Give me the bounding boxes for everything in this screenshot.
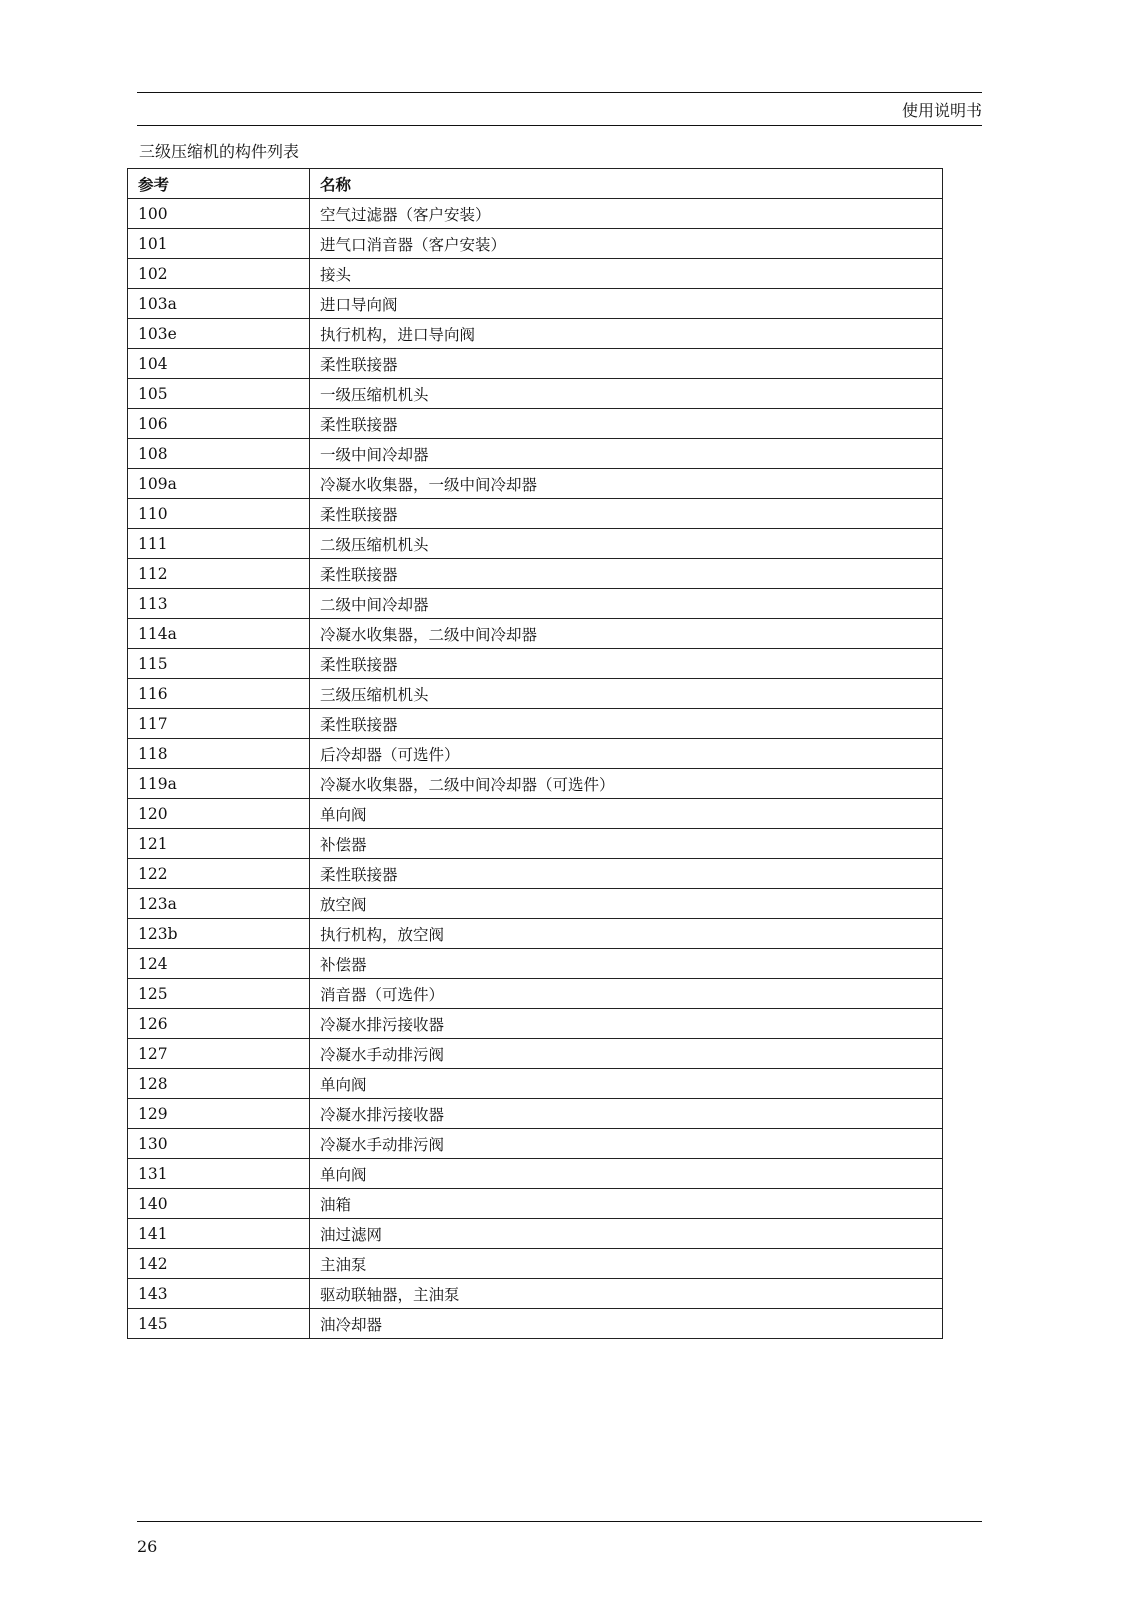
cell-reference: 123a [128, 889, 310, 919]
table-row [128, 1309, 943, 1339]
table-caption: 三级压缩机的构件列表 [139, 142, 300, 161]
table-row [128, 289, 943, 319]
column-header-reference: 参考 [128, 169, 310, 199]
table-row [128, 679, 943, 709]
cell-reference: 114a [128, 619, 310, 649]
table-row [128, 439, 943, 469]
cell-reference: 113 [128, 589, 310, 619]
cell-name: 接头 [310, 259, 943, 289]
cell-reference: 142 [128, 1249, 310, 1279]
table-row [128, 1009, 943, 1039]
cell-name: 补偿器 [310, 829, 943, 859]
table-row [128, 799, 943, 829]
cell-reference: 100 [128, 199, 310, 229]
page-number: 26 [137, 1537, 158, 1556]
cell-reference: 131 [128, 1159, 310, 1189]
cell-reference: 143 [128, 1279, 310, 1309]
cell-name: 放空阀 [310, 889, 943, 919]
cell-name: 柔性联接器 [310, 649, 943, 679]
cell-reference: 103e [128, 319, 310, 349]
cell-name: 柔性联接器 [310, 499, 943, 529]
cell-reference: 109a [128, 469, 310, 499]
table-row [128, 829, 943, 859]
cell-reference: 130 [128, 1129, 310, 1159]
table-row [128, 949, 943, 979]
cell-name: 冷凝水手动排污阀 [310, 1039, 943, 1069]
column-header-name: 名称 [310, 169, 943, 199]
table-row [128, 979, 943, 1009]
cell-name: 执行机构，放空阀 [310, 919, 943, 949]
table-row [128, 739, 943, 769]
table-row [128, 1099, 943, 1129]
header-rule-top [137, 92, 982, 93]
cell-reference: 145 [128, 1309, 310, 1339]
cell-name: 单向阀 [310, 1069, 943, 1099]
table-row [128, 1219, 943, 1249]
cell-reference: 112 [128, 559, 310, 589]
cell-reference: 124 [128, 949, 310, 979]
cell-reference: 122 [128, 859, 310, 889]
cell-name: 执行机构，进口导向阀 [310, 319, 943, 349]
cell-name: 一级压缩机机头 [310, 379, 943, 409]
table-header-row [128, 169, 943, 199]
table-row [128, 499, 943, 529]
cell-name: 后冷却器（可选件） [310, 739, 943, 769]
cell-reference: 140 [128, 1189, 310, 1219]
cell-reference: 116 [128, 679, 310, 709]
cell-name: 进气口消音器（客户安装） [310, 229, 943, 259]
table-row [128, 709, 943, 739]
table-row [128, 349, 943, 379]
cell-name: 消音器（可选件） [310, 979, 943, 1009]
cell-reference: 128 [128, 1069, 310, 1099]
table-row [128, 619, 943, 649]
cell-name: 冷凝水收集器，二级中间冷却器（可选件） [310, 769, 943, 799]
header-rule-bottom [137, 125, 982, 126]
cell-name: 柔性联接器 [310, 709, 943, 739]
cell-name: 主油泵 [310, 1249, 943, 1279]
cell-reference: 103a [128, 289, 310, 319]
cell-reference: 108 [128, 439, 310, 469]
cell-name: 单向阀 [310, 1159, 943, 1189]
footer-rule [137, 1521, 982, 1522]
cell-reference: 105 [128, 379, 310, 409]
header-title: 使用说明书 [901, 101, 982, 120]
table-row [128, 1159, 943, 1189]
cell-reference: 120 [128, 799, 310, 829]
cell-name: 油箱 [310, 1189, 943, 1219]
table-row [128, 1249, 943, 1279]
table-row [128, 529, 943, 559]
cell-reference: 104 [128, 349, 310, 379]
cell-reference: 123b [128, 919, 310, 949]
cell-reference: 119a [128, 769, 310, 799]
cell-reference: 126 [128, 1009, 310, 1039]
table-row [128, 1039, 943, 1069]
table-row [128, 199, 943, 229]
cell-reference: 127 [128, 1039, 310, 1069]
table-row [128, 1069, 943, 1099]
table-row [128, 1129, 943, 1159]
table-row [128, 559, 943, 589]
cell-name: 一级中间冷却器 [310, 439, 943, 469]
table-row [128, 859, 943, 889]
cell-name: 冷凝水排污接收器 [310, 1099, 943, 1129]
cell-name: 二级中间冷却器 [310, 589, 943, 619]
cell-name: 空气过滤器（客户安装） [310, 199, 943, 229]
table-row [128, 469, 943, 499]
table-body [128, 199, 943, 1339]
cell-name: 三级压缩机机头 [310, 679, 943, 709]
cell-reference: 121 [128, 829, 310, 859]
table-row [128, 319, 943, 349]
cell-name: 柔性联接器 [310, 409, 943, 439]
cell-name: 冷凝水收集器，二级中间冷却器 [310, 619, 943, 649]
table-row [128, 379, 943, 409]
table-row [128, 649, 943, 679]
cell-name: 补偿器 [310, 949, 943, 979]
cell-reference: 129 [128, 1099, 310, 1129]
cell-reference: 141 [128, 1219, 310, 1249]
cell-name: 柔性联接器 [310, 559, 943, 589]
cell-reference: 118 [128, 739, 310, 769]
cell-name: 柔性联接器 [310, 349, 943, 379]
cell-name: 油过滤网 [310, 1219, 943, 1249]
cell-name: 冷凝水收集器，一级中间冷却器 [310, 469, 943, 499]
table-row [128, 1279, 943, 1309]
table-row [128, 259, 943, 289]
cell-reference: 102 [128, 259, 310, 289]
table-row [128, 589, 943, 619]
cell-name: 柔性联接器 [310, 859, 943, 889]
cell-name: 二级压缩机机头 [310, 529, 943, 559]
cell-name: 驱动联轴器，主油泵 [310, 1279, 943, 1309]
cell-name: 单向阀 [310, 799, 943, 829]
cell-name: 进口导向阀 [310, 289, 943, 319]
cell-reference: 115 [128, 649, 310, 679]
parts-table [127, 168, 943, 1339]
table-row [128, 1189, 943, 1219]
table-row [128, 229, 943, 259]
cell-reference: 110 [128, 499, 310, 529]
cell-reference: 101 [128, 229, 310, 259]
cell-reference: 106 [128, 409, 310, 439]
table-row [128, 769, 943, 799]
table-row [128, 889, 943, 919]
cell-name: 冷凝水排污接收器 [310, 1009, 943, 1039]
table-row [128, 409, 943, 439]
cell-name: 油冷却器 [310, 1309, 943, 1339]
cell-reference: 117 [128, 709, 310, 739]
cell-name: 冷凝水手动排污阀 [310, 1129, 943, 1159]
table-row [128, 919, 943, 949]
cell-reference: 111 [128, 529, 310, 559]
cell-reference: 125 [128, 979, 310, 1009]
